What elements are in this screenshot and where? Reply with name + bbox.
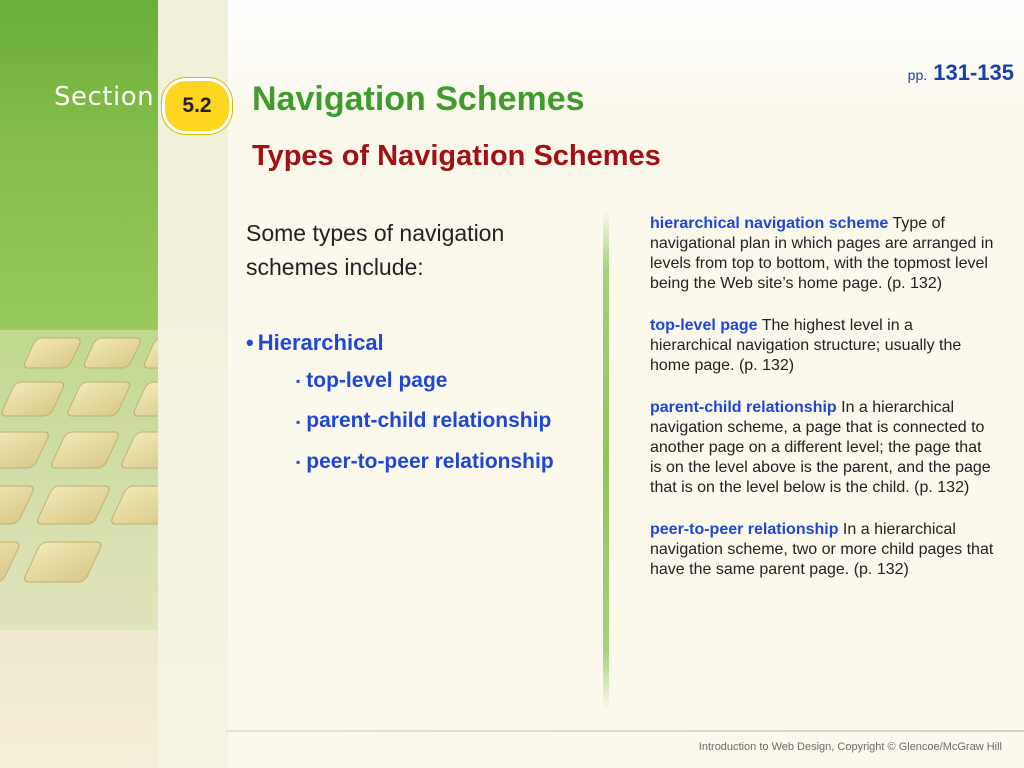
glossary-entry [650, 520, 995, 580]
footer-copyright: Introduction to Web Design, Copyright © Glencoe/McGraw Hill [698, 741, 1002, 753]
sub-bullet-item [296, 447, 576, 477]
left-band-top [0, 0, 158, 330]
bullet-label: Hierarchical [257, 330, 384, 355]
glossary-term: parent-child relationship [650, 399, 837, 416]
footer-divider [226, 730, 1024, 732]
sub-bullet-label: parent-child relationship [306, 409, 552, 433]
left-green-band [0, 0, 158, 768]
pages-prefix: pp. [907, 67, 928, 83]
square-bullet-icon: ▪ [296, 455, 301, 470]
column-divider [603, 210, 609, 710]
glossary-definition: Type of navigational plan in which pages are arranged in levels from top to bottom, with the topmost level being the Web site’s home page. (p. 132) [650, 215, 994, 292]
keyboard-image [0, 330, 158, 630]
glossary-definition: In a hierarchical navigation scheme, two or more child pages that have the same parent page. (p. 132) [650, 521, 994, 578]
square-bullet-icon: ▪ [296, 374, 301, 389]
glossary-entry [650, 214, 995, 294]
section-label: Section [54, 82, 155, 112]
glossary-term: hierarchical navigation scheme [650, 215, 889, 232]
slide-subtitle: Types of Navigation Schemes [252, 140, 661, 172]
sub-bullet-label: top-level page [306, 369, 448, 392]
glossary-term: top-level page [650, 317, 758, 334]
glossary-term: peer-to-peer relationship [650, 521, 839, 538]
glossary-entry [650, 316, 995, 376]
page-reference [908, 60, 1014, 86]
section-number-badge: 5.2 [162, 78, 232, 134]
glossary-definition: In a hierarchical navigation scheme, a page that is connected to another page on a different level; the page that is on the level above is the parent, and the page that is on the level below is the child. (p. 132) [650, 399, 991, 496]
sub-bullet-item [296, 406, 576, 436]
square-bullet-icon: ▪ [296, 414, 301, 429]
pages-range: 131-135 [933, 60, 1014, 85]
slide-title: Navigation Schemes [252, 80, 585, 118]
glossary-entry [650, 398, 995, 498]
bullet-item [246, 330, 576, 356]
intro-text: Some types of navigation schemes include: [246, 220, 505, 280]
glossary-definition: The highest level in a hierarchical navigation structure; usually the home page. (p. 132) [650, 317, 962, 374]
sub-bullet-item [296, 366, 576, 396]
sub-bullet-label: peer-to-peer relationship [306, 449, 554, 473]
bullet-list [246, 330, 576, 477]
glossary [650, 214, 995, 602]
bullet-dot: • [246, 330, 254, 355]
